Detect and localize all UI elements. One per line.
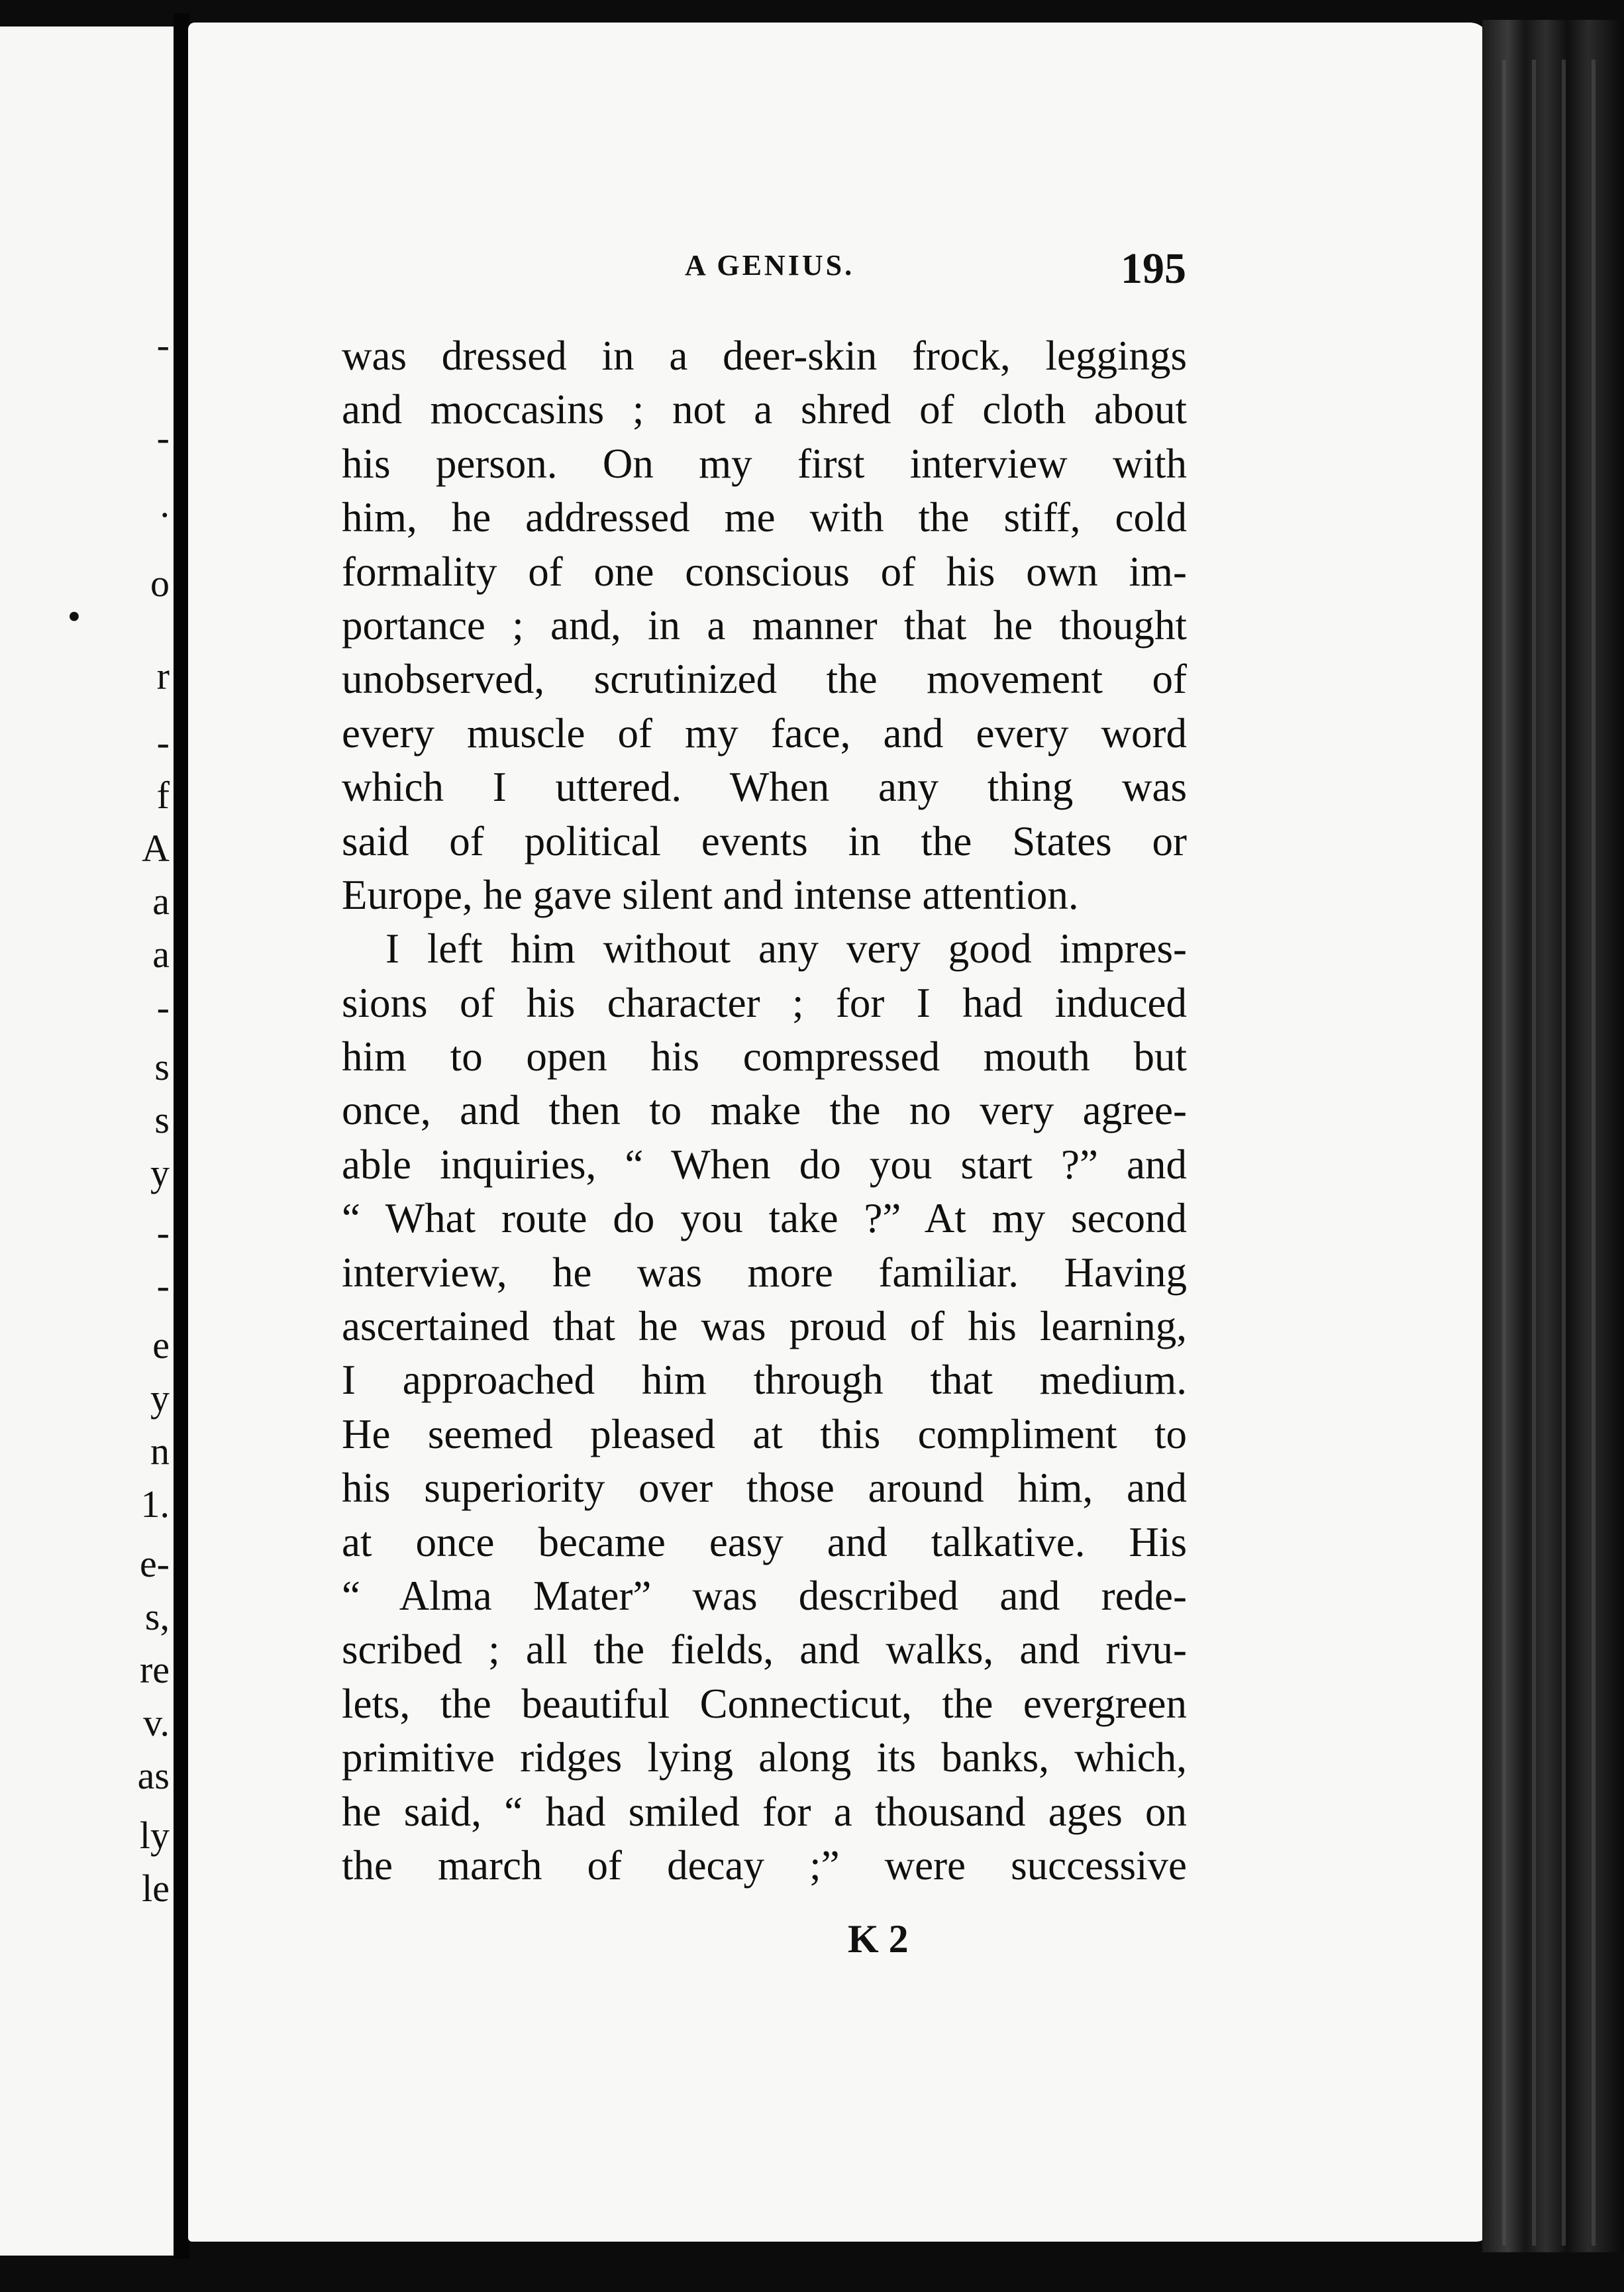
text-line: scribed ; all the fields, and walks, and rivu- (342, 1626, 1187, 1673)
left-page-fragment: s (154, 1098, 170, 1141)
left-page-fragment: - (156, 1211, 170, 1254)
left-page-fragment: o (150, 562, 170, 605)
text-line: was dressed in a deer-skin frock, leggings (342, 333, 1187, 379)
left-page-fragment: - (156, 721, 170, 764)
text-line: and moccasins ; not a shred of cloth about (342, 386, 1187, 433)
left-page-fragment: . (160, 482, 170, 525)
left-page-fragment: - (156, 986, 170, 1029)
text-line: interview, he was more familiar. Having (342, 1249, 1187, 1296)
text-line: portance ; and, in a manner that he thought (342, 601, 1187, 649)
left-page-fragment: e (152, 1324, 170, 1367)
text-line: formality of one conscious of his own im- (342, 548, 1187, 595)
left-page-fragment: ly (139, 1814, 170, 1857)
left-page-fragment: e- (139, 1542, 170, 1585)
text-line: ascertained that he was proud of his learning, (342, 1303, 1187, 1350)
left-page-fragment: s, (144, 1595, 170, 1638)
text-line: Europe, he gave silent and intense attention. (342, 871, 1079, 918)
text-line: sions of his character ; for I had induced (342, 979, 1187, 1026)
text-line: unobserved, scrutinized the movement of (342, 656, 1187, 703)
page-number: 195 (1121, 244, 1186, 293)
text-line: him, he addressed me with the stiff, cold (342, 494, 1187, 541)
left-page-fragments (0, 26, 174, 2256)
text-line: the march of decay ;” were successive (342, 1842, 1187, 1889)
text-line: He seemed pleased at this compliment to (342, 1410, 1187, 1457)
text-line: him to open his compressed mouth but (342, 1033, 1187, 1080)
text-line: lets, the beautiful Connecticut, the evergreen (342, 1680, 1187, 1727)
running-head: A GENIUS. (685, 249, 855, 282)
book-gutter (174, 13, 189, 2259)
text-line: able inquiries, “ When do you start ?” and (342, 1141, 1187, 1188)
text-line: I left him without any very good impres- (385, 925, 1187, 972)
left-page-fragment: f (156, 774, 170, 817)
left-page-fragment: as (137, 1754, 170, 1797)
left-page-fragment: re (139, 1648, 170, 1691)
text-line: once, and then to make the no very agree- (342, 1087, 1187, 1134)
text-line: said of political events in the States or (342, 817, 1187, 864)
text-line: at once became easy and talkative. His (342, 1518, 1187, 1565)
text-line: “ Alma Mater” was described and rede- (342, 1572, 1187, 1619)
text-line: every muscle of my face, and every word (342, 709, 1187, 756)
left-page-fragment: - (156, 416, 170, 459)
left-page-fragment: v. (143, 1701, 170, 1744)
left-page-fragment: - (156, 1264, 170, 1307)
text-line: he said, “ had smiled for a thousand ages on (342, 1788, 1187, 1835)
left-page-fragment: y (150, 1377, 170, 1420)
left-page-fragment: s (154, 1045, 170, 1088)
text-line: his superiority over those around him, and (342, 1465, 1187, 1512)
text-line: which I uttered. When any thing was (342, 764, 1187, 811)
text-line: I approached him through that medium. (342, 1357, 1187, 1404)
left-page-fragment: r (156, 654, 170, 698)
left-page-fragment: a (152, 880, 170, 923)
left-page-fragment: A (142, 827, 170, 870)
left-page-fragment: n (150, 1430, 170, 1473)
left-page-fragment: y (150, 1151, 170, 1194)
book-spine-edge (1482, 20, 1624, 2252)
body-text (342, 329, 1187, 1893)
left-page-fragment: • (67, 595, 81, 638)
left-page-fragment: - (156, 323, 170, 366)
text-line: “ What route do you take ?” At my second (342, 1195, 1187, 1242)
left-page-fragment: 1. (140, 1483, 170, 1526)
left-page-fragment: le (142, 1867, 170, 1910)
signature-mark: K 2 (848, 1917, 909, 1961)
text-line: his person. On my first interview with (342, 440, 1187, 487)
left-page-fragment: a (152, 933, 170, 976)
left-page-edge (0, 26, 176, 2256)
text-line: primitive ridges lying along its banks, which, (342, 1734, 1187, 1781)
